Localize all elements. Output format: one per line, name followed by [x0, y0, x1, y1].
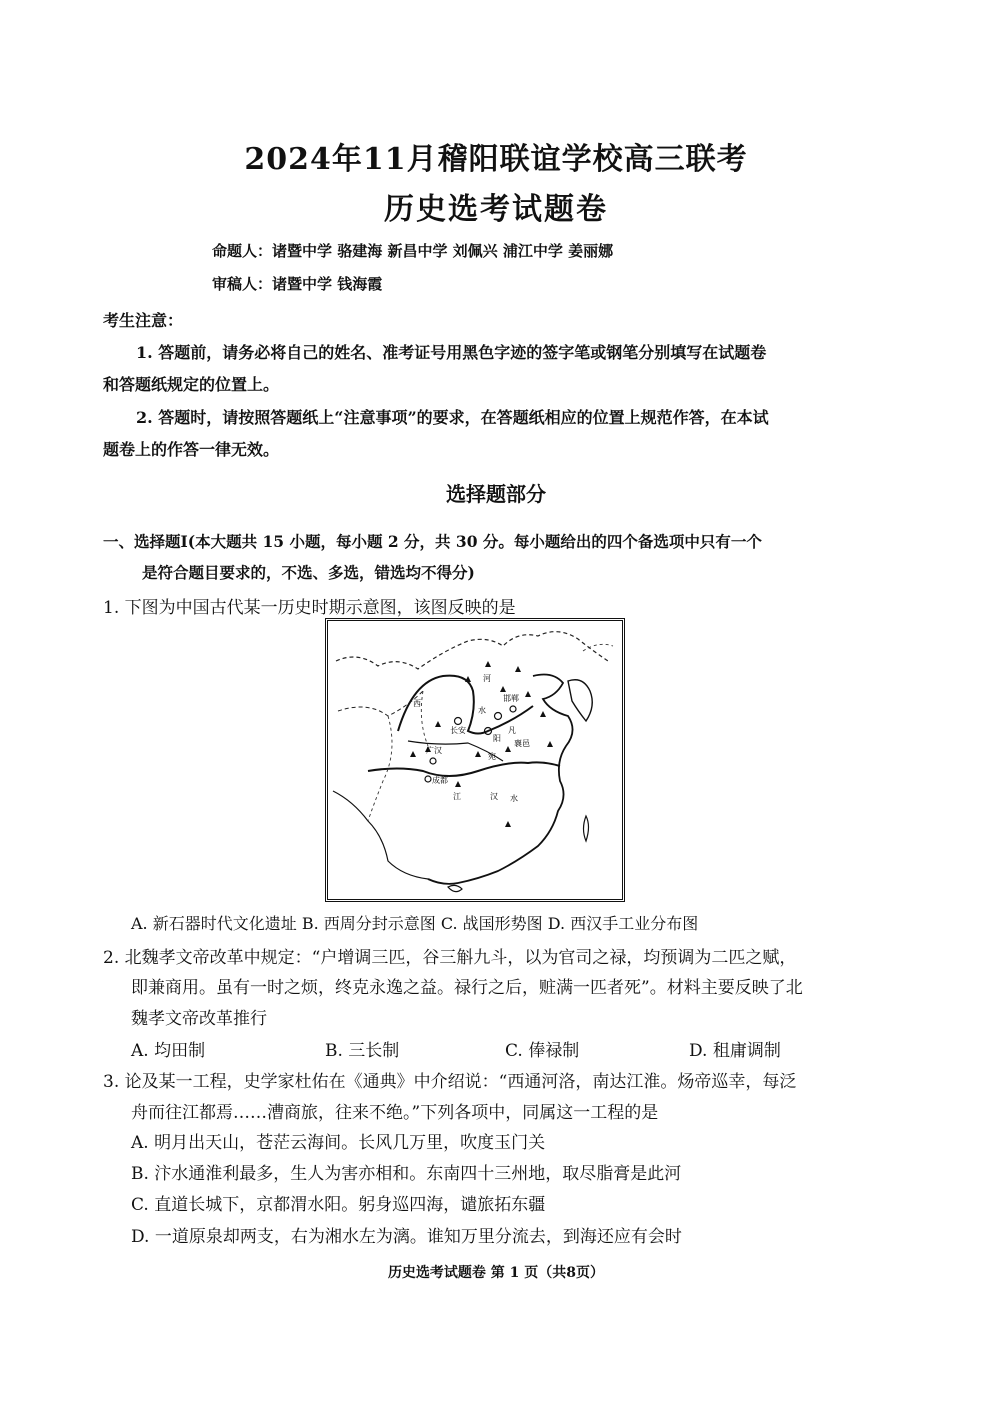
q2-option-d: D. 租庸调制 — [689, 1041, 781, 1061]
q1-options: A. 新石器时代文化遗址 B. 西周分封示意图 C. 战国形势图 D. 西汉手工业分布图 — [131, 914, 699, 933]
map-label-wan: 宛 — [488, 752, 496, 761]
authors-line: 命题人：诸暨中学 骆建海 新昌中学 刘佩兴 浦江中学 姜丽娜 — [212, 242, 614, 260]
q2-line3: 魏孝文帝改革推行 — [131, 1009, 267, 1029]
q3-option-a: A. 明月出天山，苍茫云海间。长风几万里，吹度玉门关 — [131, 1133, 546, 1153]
map-label-handan: 邯郸 — [503, 694, 519, 703]
map-label-fan: 凡 — [508, 726, 516, 735]
map-label-chengdu: 成都 — [432, 776, 448, 785]
q2-option-a: A. 均田制 — [131, 1041, 206, 1061]
map-label-jiang: 江 — [453, 792, 461, 801]
map-drawing — [328, 621, 622, 899]
map-label-changan: 长安 — [450, 726, 466, 735]
part1-line2: 是符合题目要求的，不选、多选，错选均不得分) — [142, 563, 475, 582]
map-label-han: 汉 — [490, 792, 498, 801]
map-label-shui2: 水 — [510, 794, 518, 803]
q3-option-d: D. 一道原泉却两支，右为湘水左为漓。谁知万里分流去，到海还应有会时 — [131, 1227, 682, 1247]
q1-stem: 1. 下图为中国古代某一历史时期示意图，该图反映的是 — [103, 598, 516, 618]
section-title: 选择题部分 — [446, 482, 546, 506]
historical-map — [325, 618, 625, 902]
notice-item2-line1: 2. 答题时，请按照答题纸上“注意事项”的要求，在答题纸相应的位置上规范作答，在本试 — [136, 408, 769, 427]
q2-line2: 即兼商用。虽有一时之烦，终克永逸之益。禄行之后，赃满一匹者死”。材料主要反映了北 — [131, 978, 803, 998]
reviewer-line: 审稿人：诸暨中学 钱海霞 — [212, 275, 383, 293]
q2-line1: 2. 北魏孝文帝改革中规定：“户增调三匹，谷三斛九斗，以为官司之禄，均预调为二匹之赋， — [103, 948, 797, 968]
q3-option-b: B. 汴水通淮利最多，生人为害亦相和。东南四十三州地，取尽脂膏是此河 — [131, 1164, 682, 1184]
q3-line1: 3. 论及某一工程，史学家杜佑在《通典》中介绍说：“西通河洛，南达江淮。炀帝巡幸，每泛 — [103, 1072, 797, 1092]
q3-option-c: C. 直道长城下，京都渭水阳。躬身巡四海，谴旅拓东疆 — [131, 1195, 546, 1215]
exam-title: 2024年11月稽阳联谊学校高三联考 — [244, 142, 748, 177]
notice-item2-line2: 题卷上的作答一律无效。 — [103, 440, 280, 459]
q2-option-b: B. 三长制 — [325, 1041, 400, 1061]
map-label-luoyang: 阳 — [493, 734, 501, 743]
notice-item1-line1: 1. 答题前，请务必将自己的姓名、准考证号用黑色字迹的签字笔或钢笔分别填写在试题卷 — [136, 343, 767, 362]
map-label-shui: 水 — [478, 706, 486, 715]
map-label-xiangyi: 襄邑 — [514, 739, 530, 748]
map-label-xi: 西 — [413, 699, 421, 708]
part1-line1: 一、选择题Ⅰ(本大题共 15 小题，每小题 2 分，共 30 分。每小题给出的四个备选项中只有一个 — [103, 532, 762, 551]
page-footer: 历史选考试题卷 第 1 页（共8页） — [387, 1265, 605, 1281]
notice-heading: 考生注意： — [103, 311, 184, 330]
q3-line2: 舟而往江都焉……漕商旅，往来不绝。”下列各项中，同属这一工程的是 — [131, 1103, 659, 1123]
q2-option-c: C. 俸禄制 — [505, 1041, 580, 1061]
exam-subtitle: 历史选考试题卷 — [384, 192, 608, 227]
map-label-he: 河 — [483, 674, 491, 683]
notice-item1-line2: 和答题纸规定的位置上。 — [103, 375, 280, 394]
map-label-guanghan: 广汉 — [426, 746, 442, 755]
